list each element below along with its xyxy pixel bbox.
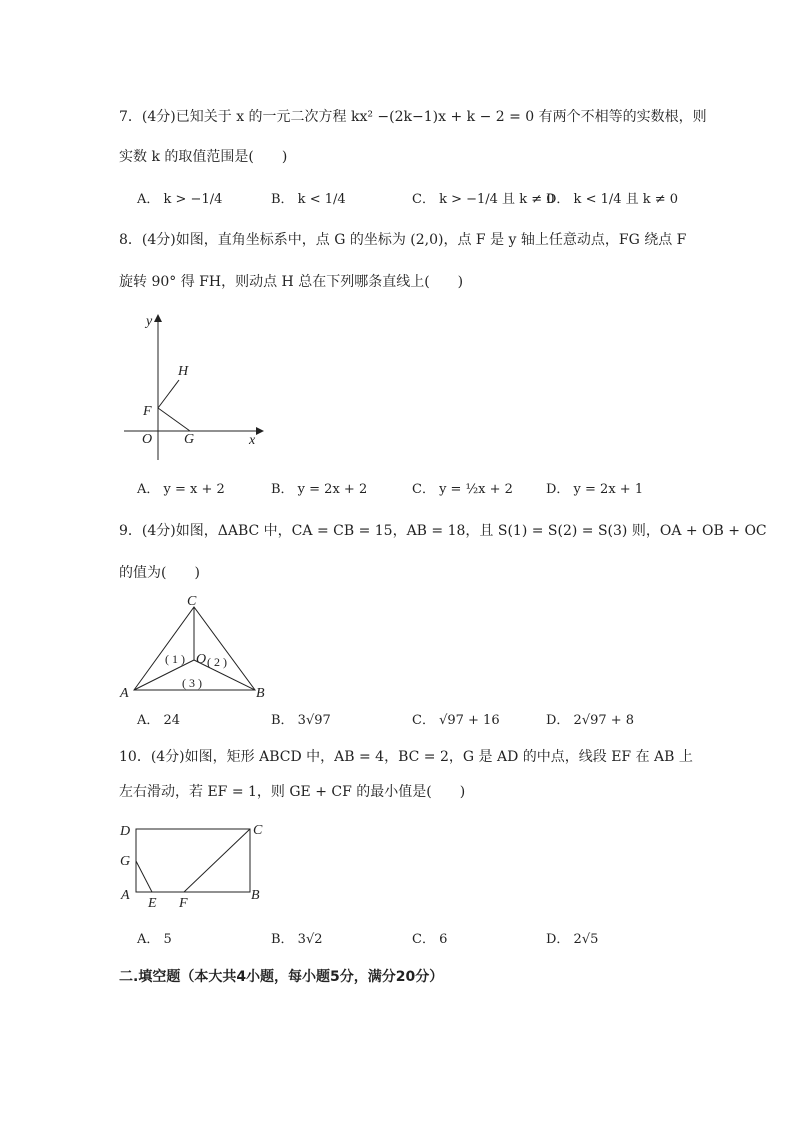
section-2-heading: 二.填空题（本大共4小题，每小题5分，满分20分） — [119, 969, 444, 985]
label-a: A — [120, 686, 129, 701]
q10-option-c: C． 6 — [412, 932, 448, 947]
q10-option-d: D． 2√5 — [546, 932, 599, 947]
label-g: G — [120, 854, 131, 869]
q8-option-a: A． y = x + 2 — [137, 482, 225, 497]
label-y: y — [146, 314, 153, 329]
label-b: B — [256, 686, 265, 701]
q9-option-d: D． 2√97 + 8 — [546, 713, 635, 728]
label-c: C — [253, 823, 263, 838]
q9-stem-line1: 9．(4分)如图，ΔABC 中，CA = CB = 15，AB = 18，且 S(1) = S(2) = S(3) 则，OA + OB + OC — [119, 523, 767, 539]
q8-option-b: B． y = 2x + 2 — [271, 482, 368, 497]
label-o: O — [142, 432, 153, 447]
label-b: B — [251, 888, 260, 903]
q10-option-b: B． 3√2 — [271, 932, 323, 947]
segment-fh — [158, 380, 179, 408]
segment-ge — [136, 861, 152, 892]
label-h: H — [178, 364, 189, 379]
segment-fg — [158, 408, 190, 431]
region-1-label: ( 1 ) — [165, 652, 185, 666]
label-f: F — [143, 404, 152, 419]
q7-option-b: B． k < 1/4 — [271, 192, 346, 207]
q10-rectangle-figure — [115, 818, 275, 914]
y-axis-arrow — [154, 314, 162, 322]
label-o: O — [196, 652, 207, 667]
segment-cf — [184, 829, 250, 892]
q10-stem-line2: 左右滑动，若 EF = 1，则 GE + CF 的最小值是( ) — [119, 784, 466, 800]
region-3-label: ( 3 ) — [182, 676, 202, 690]
q9-stem-line2: 的值为( ) — [119, 565, 200, 581]
label-f: F — [179, 896, 188, 911]
rectangle-abcd — [136, 829, 250, 892]
label-c: C — [187, 594, 197, 609]
x-axis-arrow — [256, 427, 264, 435]
region-2-label: ( 2 ) — [207, 655, 227, 669]
q7-option-c: C． k > −1/4 且 k ≠ 0 — [412, 192, 555, 207]
q7-option-a: A． k > −1/4 — [137, 192, 223, 207]
q10-stem-line1: 10．(4分)如图，矩形 ABCD 中，AB = 4，BC = 2，G 是 AD 的中点，线段 EF 在 AB 上 — [119, 749, 693, 765]
label-d: D — [120, 824, 131, 839]
q7-stem-line2: 实数 k 的取值范围是( ) — [119, 149, 288, 165]
q9-triangle-figure — [115, 590, 275, 702]
q9-option-b: B． 3√97 — [271, 713, 331, 728]
label-e: E — [148, 896, 157, 911]
q9-option-a: A． 24 — [137, 713, 181, 728]
q10-option-a: A． 5 — [137, 932, 172, 947]
q9-option-c: C． √97 + 16 — [412, 713, 500, 728]
q7-stem-line1: 7．(4分)已知关于 x 的一元二次方程 kx² −(2k−1)x + k − 2 = 0 有两个不相等的实数根，则 — [119, 109, 707, 125]
label-g: G — [184, 432, 195, 447]
label-x: x — [249, 433, 256, 448]
q8-option-c: C． y = ½x + 2 — [412, 482, 513, 497]
q8-stem-line1: 8．(4分)如图，直角坐标系中，点 G 的坐标为 (2,0)，点 F 是 y 轴上任意动点，FG 绕点 F — [119, 232, 687, 248]
q8-option-d: D． y = 2x + 1 — [546, 482, 644, 497]
label-a: A — [121, 888, 130, 903]
q7-option-d: D． k < 1/4 且 k ≠ 0 — [546, 192, 679, 207]
q8-coordinate-figure — [118, 308, 268, 468]
q8-stem-line2: 旋转 90° 得 FH，则动点 H 总在下列哪条直线上( ) — [119, 274, 464, 290]
